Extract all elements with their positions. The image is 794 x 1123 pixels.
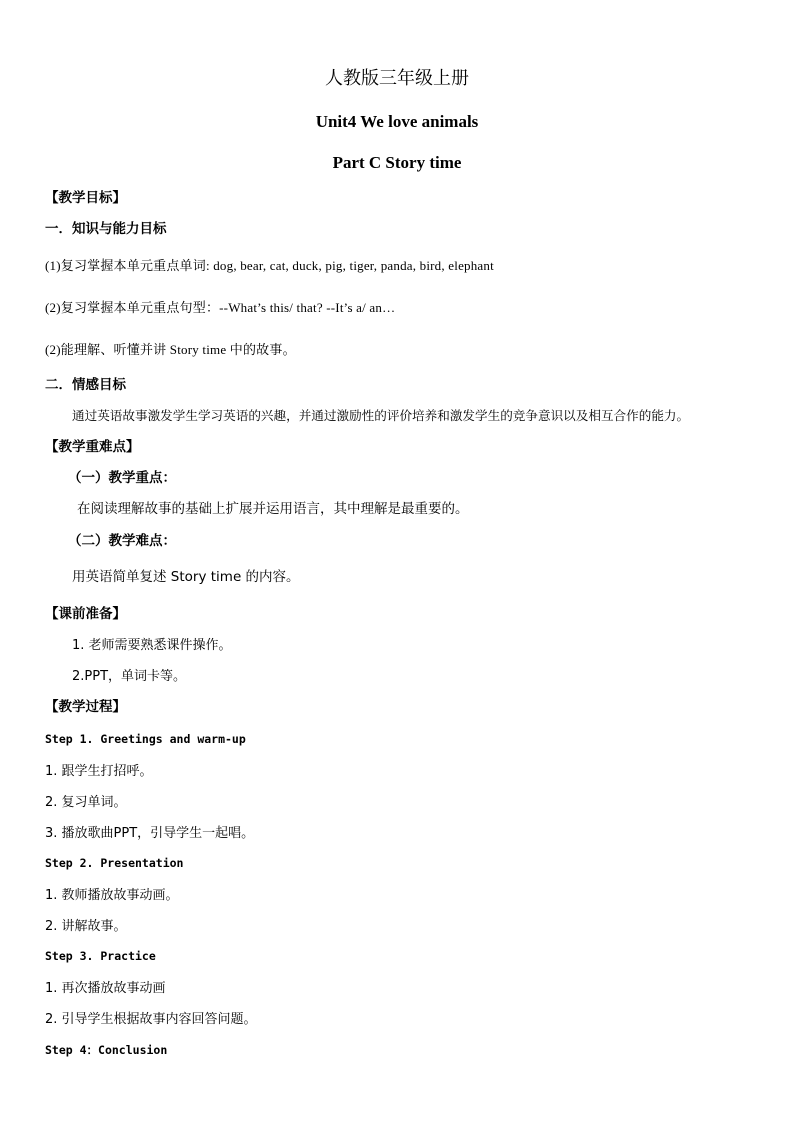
difficult-point-text: 用英语简单复述 Story time 的内容。 [72,569,300,585]
key-point-text: 在阅读理解故事的基础上扩展并运用语言，其中理解是最重要的。 [77,501,469,517]
step-title: Step 4：Conclusion [45,1043,168,1057]
step-item: 1. 再次播放故事动画 [45,981,166,996]
section-process: 【教学过程】 [45,699,126,715]
difficult-point-heading: （二）教学难点： [68,533,176,549]
step-item: 1. 跟学生打招呼。 [45,764,153,779]
step-item: 2. 引导学生根据故事内容回答问题。 [45,1012,257,1027]
emotion-heading: 二．情感目标 [45,377,126,393]
emotion-text: 通过英语故事激发学生学习英语的兴趣，并通过激励性的评价培养和激发学生的竞争意识以及相互合作的能力。 [72,408,690,423]
section-key-difficult: 【教学重难点】 [45,439,140,455]
step-item: 2. 讲解故事。 [45,919,127,934]
section-prep: 【课前准备】 [45,606,126,622]
doc-unit-title: Unit4 We love animals [315,112,479,131]
knowledge-item-2: (2)复习掌握本单元重点句型：--What’s this/ that? --It’s a/ an… [45,300,396,315]
doc-part-title: Part C Story time [332,153,462,172]
knowledge-heading: 一．知识与能力目标 [45,221,167,237]
section-objectives: 【教学目标】 [45,190,126,206]
knowledge-item-3: (2)能理解、听懂并讲 Story time 中的故事。 [45,342,296,357]
step-item: 2. 复习单词。 [45,795,127,810]
prep-item-1: 1. 老师需要熟悉课件操作。 [72,638,232,653]
step-title: Step 2. Presentation [45,856,184,870]
step-item: 1. 教师播放故事动画。 [45,888,179,903]
doc-title: 人教版三年级上册 [325,68,469,89]
key-point-heading: （一）教学重点： [68,470,176,486]
step-item: 3. 播放歌曲PPT，引导学生一起唱。 [45,826,255,841]
prep-item-2: 2.PPT，单词卡等。 [72,669,187,684]
step-title: Step 1. Greetings and warm-up [45,732,246,746]
step-title: Step 3. Practice [45,949,156,963]
knowledge-item-1: (1)复习掌握本单元重点单词: dog, bear, cat, duck, pig, tiger, panda, bird, elephant [45,258,494,273]
